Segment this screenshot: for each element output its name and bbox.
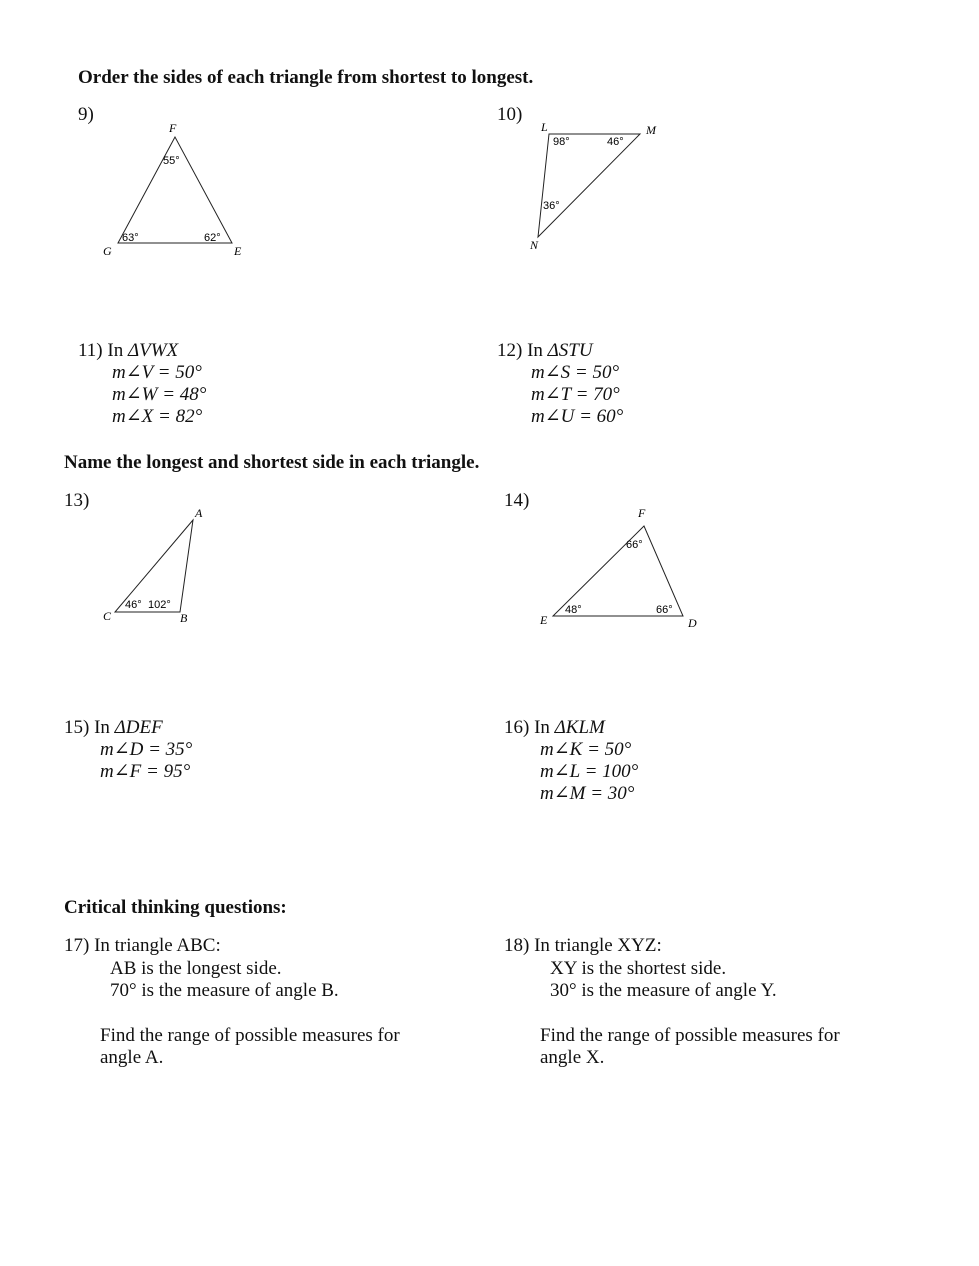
problem-12-angle-s: m∠S = 50° [531,362,620,383]
problem-12-number: 12) [497,340,523,361]
problem-14-number: 14) [504,490,530,511]
vertex-label-a: A [195,506,203,520]
section-heading-longest-shortest: Name the longest and shortest side in each triangle. [64,452,480,473]
problem-16-triangle: ΔKLM [554,717,605,738]
angle-label-m: 46° [607,136,624,148]
problem-16-angle-k: m∠K = 50° [540,739,632,760]
problem-15-triangle: ΔDEF [114,717,163,738]
problem-12-triangle: ΔSTU [547,340,593,361]
problem-17-ask-1: Find the range of possible measures for [100,1025,400,1046]
vertex-label-l: L [541,120,548,134]
problem-18-number: 18) [504,935,530,956]
angle-label-f-14: 66° [626,539,643,551]
vertex-label-n: N [530,238,539,252]
problem-18-title: In triangle XYZ: [534,935,662,956]
angle-label-g: 63° [122,232,139,244]
vertex-label-f-14: F [638,506,646,520]
problem-12-angle-u: m∠U = 60° [531,406,624,427]
vertex-label-c: C [103,609,112,623]
problem-17-given-2: 70° is the measure of angle B. [110,980,339,1001]
problem-16-angle-l: m∠L = 100° [540,761,639,782]
angle-label-e-14: 48° [565,604,582,616]
vertex-label-f: F [169,121,177,135]
vertex-label-b: B [180,611,188,625]
angle-label-c: 46° [125,599,142,611]
vertex-label-m: M [646,123,656,137]
problem-15-angle-f: m∠F = 95° [100,761,191,782]
problem-11-angle-v: m∠V = 50° [112,362,202,383]
problem-12-angle-t: m∠T = 70° [531,384,620,405]
problem-11-number: 11) [78,340,103,361]
problem-9-number: 9) [78,104,94,125]
problem-10-number: 10) [497,104,523,125]
problem-15-number: 15) [64,717,90,738]
problem-17-given-1: AB is the longest side. [110,958,282,979]
triangle-fed [553,526,683,616]
problem-17-title: In triangle ABC: [94,935,221,956]
problem-12-intro: In [527,340,543,361]
problem-16-number: 16) [504,717,530,738]
vertex-label-e-14: E [540,613,548,627]
angle-label-f: 55° [163,155,180,167]
problem-16-angle-m: m∠M = 30° [540,783,635,804]
section-heading-critical-thinking: Critical thinking questions: [64,897,287,918]
angle-label-n: 36° [543,200,560,212]
problem-13-number: 13) [64,490,90,511]
problem-16-intro: In [534,717,550,738]
problem-17 [64,935,221,957]
angle-label-e: 62° [204,232,221,244]
problem-11-intro: In [107,340,124,361]
problem-15 [64,717,163,739]
problem-11-angle-w: m∠W = 48° [112,384,207,405]
problem-15-angle-d: m∠D = 35° [100,739,193,760]
angle-label-l: 98° [553,136,570,148]
problem-18-ask-1: Find the range of possible measures for [540,1025,840,1046]
problem-18 [504,935,662,957]
angle-label-d-14: 66° [656,604,673,616]
problem-16 [504,717,605,739]
vertex-label-d-14: D [688,616,697,630]
problem-11-angle-x: m∠X = 82° [112,406,203,427]
problem-18-given-1: XY is the shortest side. [550,958,727,979]
angle-label-b: 102° [148,599,171,611]
problem-18-given-2: 30° is the measure of angle Y. [550,980,777,1001]
section-heading-order-sides: Order the sides of each triangle from shortest to longest. [78,67,534,88]
problem-11-triangle: ΔVWX [127,340,179,361]
vertex-label-g: G [103,244,112,258]
problem-17-number: 17) [64,935,90,956]
vertex-label-e: E [234,244,242,258]
problem-17-ask-2: angle A. [100,1047,164,1068]
problem-18-ask-2: angle X. [540,1047,605,1068]
problem-15-intro: In [94,717,110,738]
